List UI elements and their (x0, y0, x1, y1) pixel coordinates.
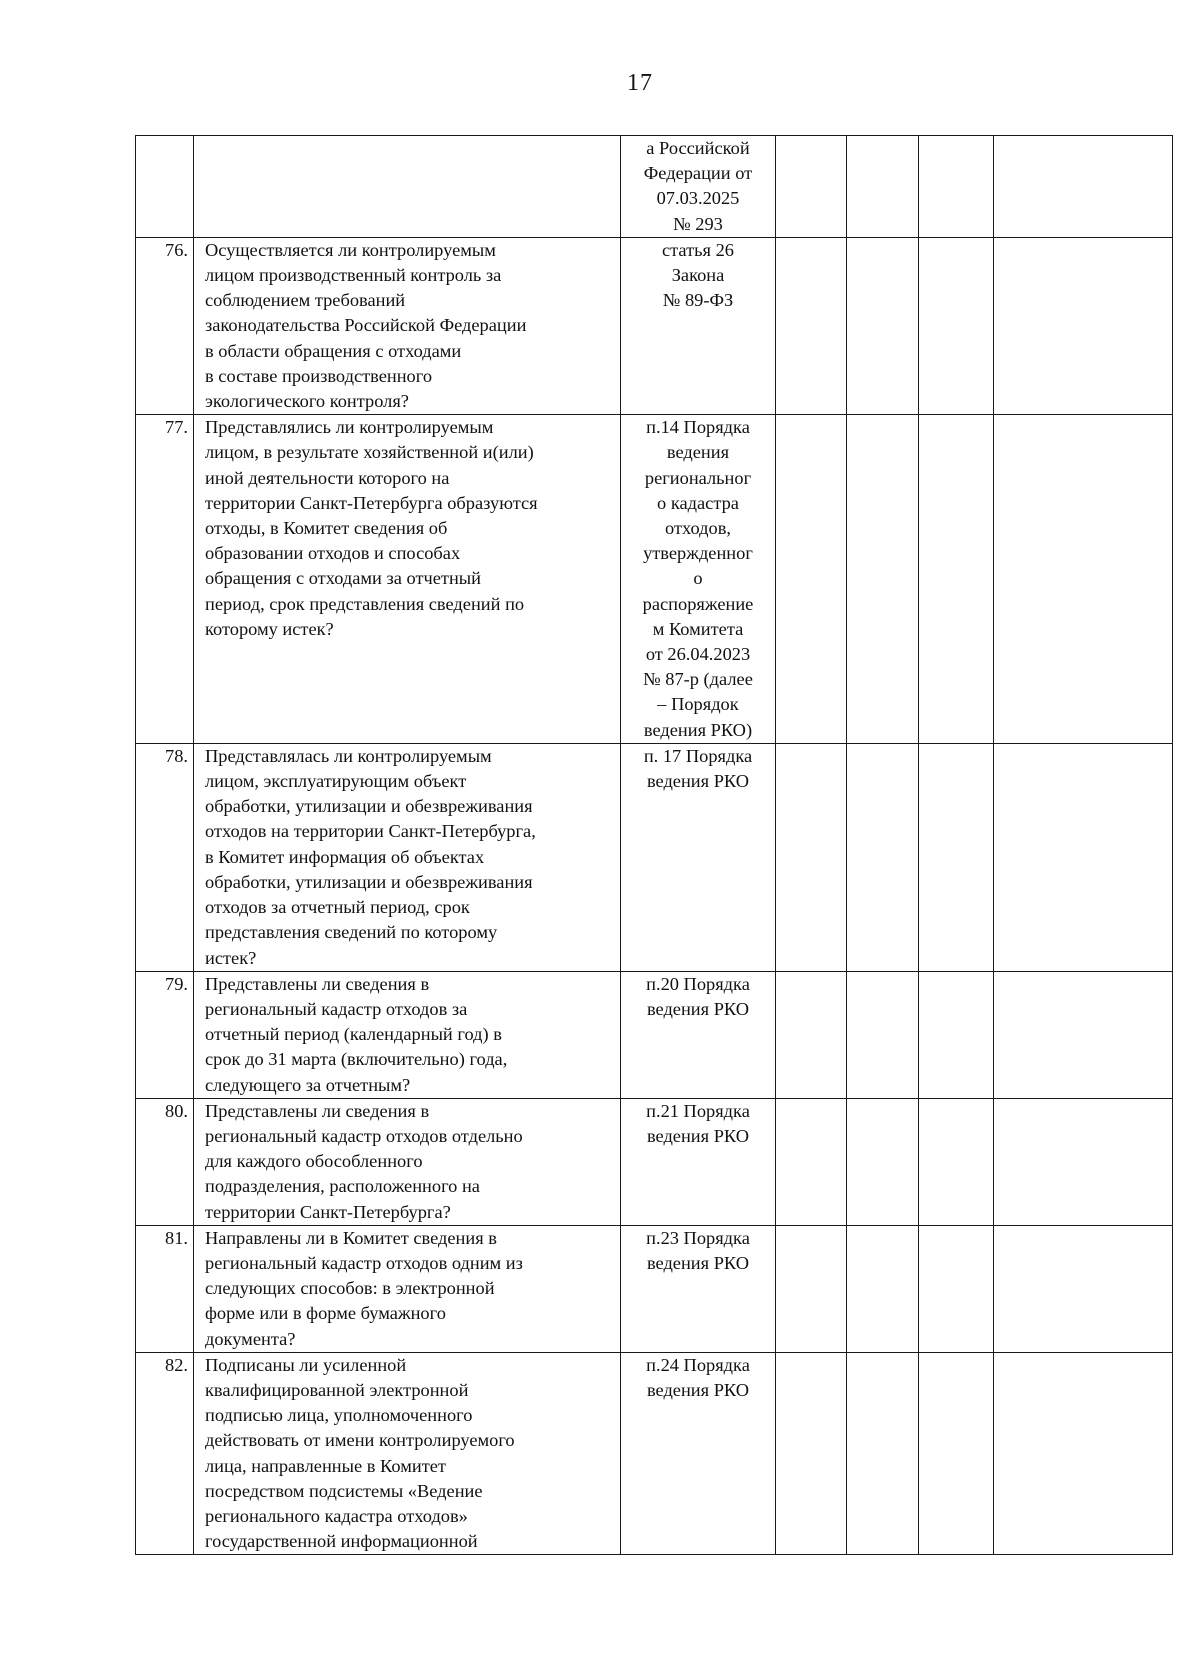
question-line: форме или в форме бумажного (205, 1303, 446, 1324)
reference-line: ведения РКО (646, 1125, 750, 1146)
answer-not-applicable-cell[interactable] (919, 136, 994, 238)
legal-reference-cell (621, 415, 776, 744)
row-number: 80. (136, 1098, 194, 1225)
question-line: действовать от имени контролируемого (205, 1430, 515, 1451)
legal-reference-cell (621, 1098, 776, 1225)
answer-yes-cell[interactable] (776, 1098, 847, 1225)
answer-no-cell[interactable] (847, 237, 919, 414)
reference-line: от 26.04.2023 (645, 644, 751, 665)
reference-line: ведения РКО (646, 771, 750, 792)
note-cell[interactable] (994, 237, 1173, 414)
question-line: отчетный период (календарный год) в (205, 1024, 502, 1045)
reference-line: ведения РКО) (643, 719, 753, 740)
page-number: 17 (627, 70, 653, 96)
table-row (136, 237, 1173, 414)
checklist-table (135, 135, 1173, 1555)
question-line: Представлялась ли контролируемым (205, 745, 492, 766)
reference-line: ведения (666, 442, 730, 463)
question-line: иной деятельности которого на (205, 467, 450, 488)
answer-not-applicable-cell[interactable] (919, 1098, 994, 1225)
question-line: посредством подсистемы «Ведение (205, 1480, 483, 1501)
table-row (136, 136, 1173, 238)
answer-no-cell[interactable] (847, 971, 919, 1098)
question-line: представления сведений по которому (205, 922, 498, 943)
question-cell (194, 1352, 621, 1555)
question-cell (194, 743, 621, 971)
question-line: законодательства Российской Федерации (205, 315, 527, 336)
question-line: квалифицированной электронной (205, 1379, 469, 1400)
reference-line: – Порядок (657, 694, 739, 715)
note-cell[interactable] (994, 415, 1173, 744)
question-cell (194, 237, 621, 414)
question-line: которому истек? (205, 618, 334, 639)
row-number: 81. (136, 1225, 194, 1352)
question-line: период, срок представления сведений по (205, 593, 525, 614)
legal-reference-cell (621, 743, 776, 971)
table-row (136, 1098, 1173, 1225)
question-line: Представлены ли сведения в (205, 973, 430, 994)
question-line: Подписаны ли усиленной (205, 1354, 407, 1375)
answer-no-cell[interactable] (847, 1098, 919, 1225)
answer-no-cell[interactable] (847, 1225, 919, 1352)
answer-yes-cell[interactable] (776, 415, 847, 744)
question-line: Представлялись ли контролируемым (205, 417, 494, 438)
question-line: лицом, в результате хозяйственной и(или) (205, 442, 534, 463)
answer-no-cell[interactable] (847, 136, 919, 238)
answer-not-applicable-cell[interactable] (919, 971, 994, 1098)
question-line: региональный кадастр отходов отдельно (205, 1125, 523, 1146)
answer-no-cell[interactable] (847, 1352, 919, 1555)
answer-yes-cell[interactable] (776, 237, 847, 414)
question-line: лица, направленные в Комитет (205, 1455, 446, 1476)
row-number: 82. (136, 1352, 194, 1555)
question-line: соблюдением требований (205, 290, 406, 311)
question-line: следующего за отчетным? (205, 1074, 411, 1095)
question-line: государственной информационной (205, 1531, 478, 1552)
question-cell (194, 1098, 621, 1225)
reference-line: ведения РКО (646, 1252, 750, 1273)
answer-yes-cell[interactable] (776, 136, 847, 238)
reference-line: м Комитета (652, 618, 744, 639)
legal-reference-cell (621, 237, 776, 414)
question-line: лицом, эксплуатирующим объект (205, 771, 467, 792)
question-line: следующих способов: в электронной (205, 1278, 495, 1299)
reference-line: Федерации от (643, 163, 753, 184)
table-row (136, 971, 1173, 1098)
answer-not-applicable-cell[interactable] (919, 1225, 994, 1352)
legal-reference-cell (621, 1225, 776, 1352)
question-line: в области обращения с отходами (205, 340, 462, 361)
table-row (136, 1225, 1173, 1352)
reference-line: ведения РКО (646, 1379, 750, 1400)
note-cell[interactable] (994, 136, 1173, 238)
answer-not-applicable-cell[interactable] (919, 415, 994, 744)
reference-line: № 293 (673, 213, 723, 234)
question-line: обработки, утилизации и обезвреживания (205, 871, 533, 892)
reference-line: региональног (644, 467, 752, 488)
answer-yes-cell[interactable] (776, 1225, 847, 1352)
note-cell[interactable] (994, 1225, 1173, 1352)
answer-not-applicable-cell[interactable] (919, 743, 994, 971)
reference-line: утвержденног (643, 543, 753, 564)
reference-line: 07.03.2025 (656, 188, 740, 209)
question-line: региональный кадастр отходов за (205, 998, 468, 1019)
question-line: подписью лица, уполномоченного (205, 1405, 473, 1426)
note-cell[interactable] (994, 971, 1173, 1098)
question-line: территории Санкт-Петербурга образуются (205, 492, 538, 513)
reference-line: ведения РКО (646, 998, 750, 1019)
reference-line: отходов, (665, 518, 731, 539)
answer-not-applicable-cell[interactable] (919, 1352, 994, 1555)
question-line: отходов за отчетный период, срок (205, 897, 470, 918)
answer-yes-cell[interactable] (776, 743, 847, 971)
answer-yes-cell[interactable] (776, 1352, 847, 1555)
reference-line: п.20 Порядка (646, 973, 750, 994)
reference-line: п.24 Порядка (646, 1354, 750, 1375)
question-line: территории Санкт-Петербурга? (205, 1201, 451, 1222)
question-line: срок до 31 марта (включительно) года, (205, 1049, 508, 1070)
question-line: обращения с отходами за отчетный (205, 568, 481, 589)
answer-not-applicable-cell[interactable] (919, 237, 994, 414)
reference-line: п.23 Порядка (646, 1227, 750, 1248)
reference-line: распоряжение (642, 593, 754, 614)
question-line: Направлены ли в Комитет сведения в (205, 1227, 497, 1248)
question-line: образовании отходов и способах (205, 543, 461, 564)
table-row (136, 743, 1173, 971)
question-line: отходов на территории Санкт-Петербурга, (205, 821, 536, 842)
reference-line: о (693, 568, 703, 589)
question-line: экологического контроля? (205, 391, 409, 412)
note-cell[interactable] (994, 1352, 1173, 1555)
reference-line: п.14 Порядка (646, 417, 750, 438)
reference-line: а Российской (646, 138, 750, 158)
reference-line: статья 26 (662, 239, 734, 260)
question-cell (194, 971, 621, 1098)
question-cell (194, 1225, 621, 1352)
question-line: в составе производственного (205, 365, 433, 386)
table-row (136, 415, 1173, 744)
answer-yes-cell[interactable] (776, 971, 847, 1098)
question-line: отходы, в Комитет сведения об (205, 518, 448, 539)
question-line: региональный кадастр отходов одним из (205, 1252, 523, 1273)
row-number: 77. (136, 415, 194, 744)
question-line: лицом производственный контроль за (205, 265, 502, 286)
reference-line: п. 17 Порядка (643, 745, 753, 766)
reference-line: п.21 Порядка (646, 1100, 750, 1121)
answer-no-cell[interactable] (847, 743, 919, 971)
reference-line: Закона (671, 265, 725, 286)
row-number: 76. (136, 237, 194, 414)
table-row (136, 1352, 1173, 1555)
row-number: 78. (136, 743, 194, 971)
legal-reference-cell (621, 136, 776, 238)
question-line: обработки, утилизации и обезвреживания (205, 796, 533, 817)
question-line: для каждого обособленного (205, 1151, 423, 1172)
row-number (136, 136, 194, 238)
question-line: Представлены ли сведения в (205, 1100, 430, 1121)
reference-line: № 89-ФЗ (662, 290, 734, 311)
answer-no-cell[interactable] (847, 415, 919, 744)
question-line: Осуществляется ли контролируемым (205, 239, 496, 260)
question-cell (194, 136, 621, 238)
question-line: подразделения, расположенного на (205, 1176, 480, 1197)
note-cell[interactable] (994, 743, 1173, 971)
row-number: 79. (136, 971, 194, 1098)
reference-line: о кадастра (657, 492, 739, 513)
question-line: документа? (205, 1328, 296, 1349)
note-cell[interactable] (994, 1098, 1173, 1225)
reference-line: № 87-р (далее (643, 669, 753, 690)
legal-reference-cell (621, 971, 776, 1098)
legal-reference-cell (621, 1352, 776, 1555)
question-line: регионального кадастра отходов» (205, 1505, 468, 1526)
question-line: истек? (205, 947, 257, 968)
question-cell (194, 415, 621, 744)
question-line: в Комитет информация об объектах (205, 846, 485, 867)
